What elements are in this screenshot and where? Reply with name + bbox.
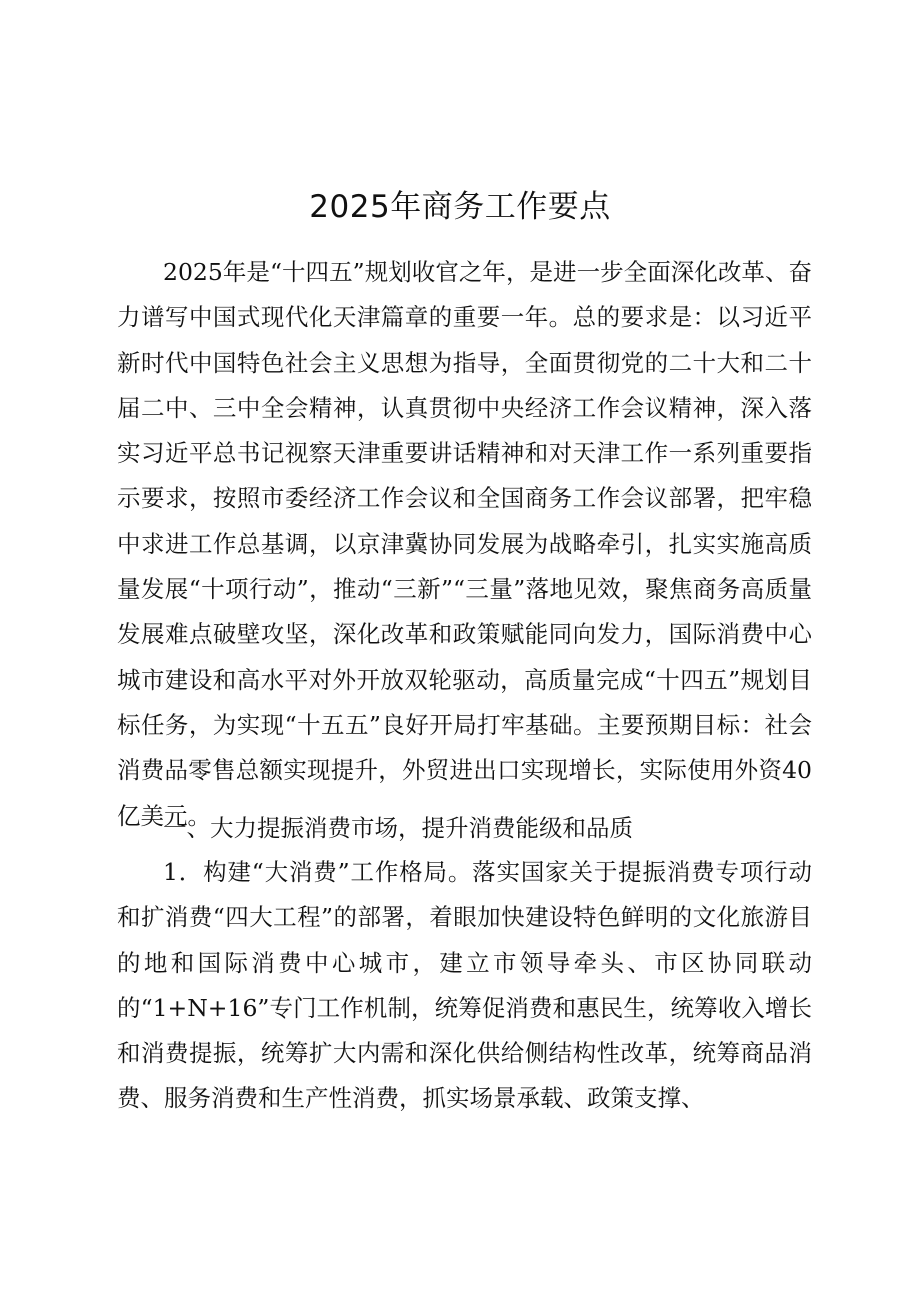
intro-paragraph: 2025年是“十四五”规划收官之年，是进一步全面深化改革、奋力谱写中国式现代化天津篇章的重要一年。总的要求是：以习近平新时代中国特色社会主义思想为指导，全面贯彻党的二十大和二十届二中、三中全会精神，认真贯彻中央经济工作会议精神，深入落实习近平总书记视察天津重要讲话精神和对天津工作一系列重要指示要求，按照市委经济工作会议和全国商务工作会议部署，把牢稳中求进工作总基调，以京津冀协同发展为战略牵引，扎实实施高质量发展“十项行动”，推动“三新”“三量”落地见效，聚焦商务高质量发展难点破壁攻坚，深化改革和政策赋能同向发力，国际消费中心城市建设和高水平对外开放双轮驱动，高质量完成“十四五”规划目标任务，为实现“十五五”良好开局打牢基础。主要预期目标：社会消费品零售总额实现提升，外贸进出口实现增长，实际使用外资40亿美元。: [117, 258, 812, 830]
document-title: 2025年商务工作要点: [309, 189, 611, 225]
section-heading: 一、大力提振消费市场，提升消费能级和品质: [163, 814, 633, 842]
item-paragraph: 1．构建“大消费”工作格局。落实国家关于提振消费专项行动和扩消费“四大工程”的部署，着眼加快建设特色鲜明的文化旅游目的地和国际消费中心城市，建立市领导牵头、市区协同联动的“1+N+16”专门工作机制，统筹促消费和惠民生，统筹收入增长和消费提振，统筹扩大内需和深化供给侧结构性改革，统筹商品消费、服务消费和生产性消费，抓实场景承载、政策支撑、: [117, 858, 812, 1113]
